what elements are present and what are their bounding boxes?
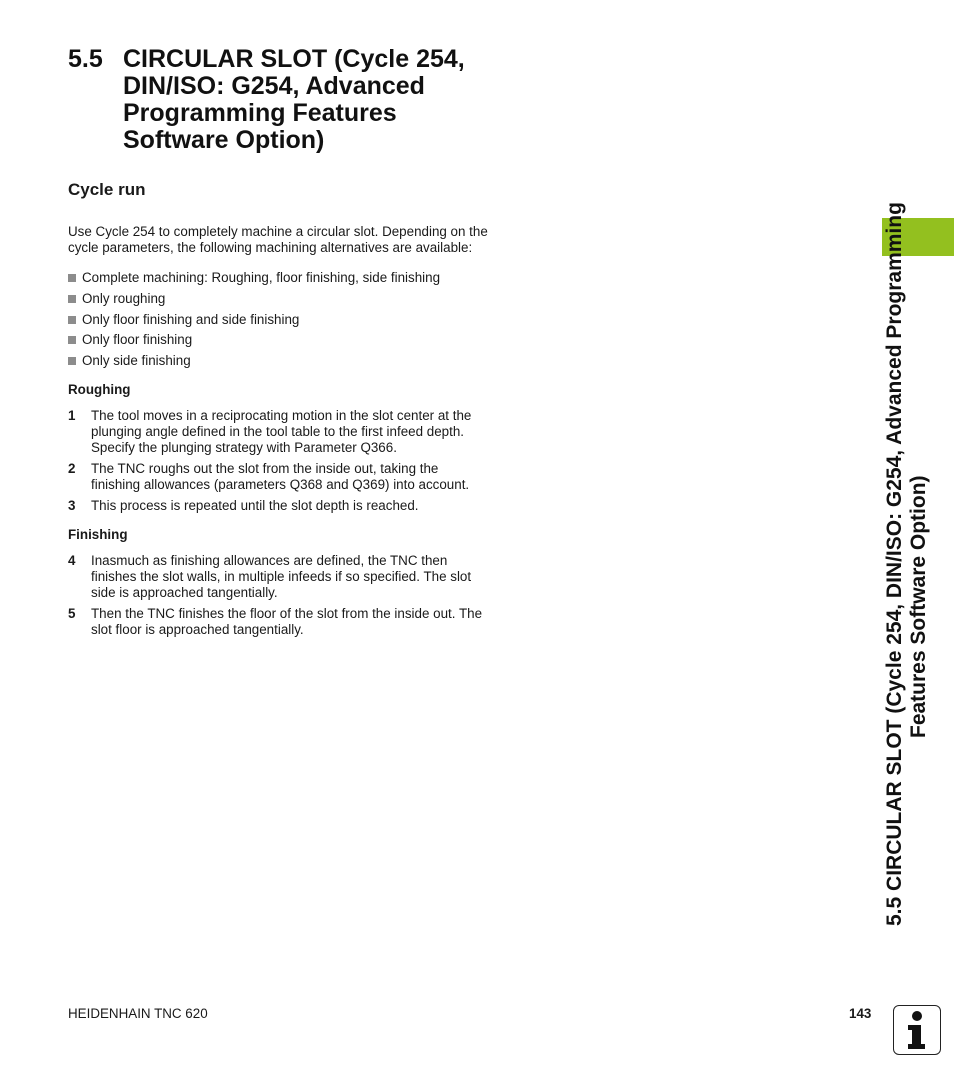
list-item-text: Only side finishing [82, 353, 191, 369]
step-number: 1 [68, 408, 76, 424]
intro-line: cycle parameters, the following machining alternatives are available: [68, 240, 473, 255]
bullet-square-icon [68, 357, 76, 365]
section-title-line: Software Option) [123, 126, 325, 154]
sidebar-running-title [883, 46, 931, 926]
step-number: 3 [68, 498, 76, 514]
step-number: 2 [68, 461, 76, 477]
section-number: 5.5 [68, 45, 103, 73]
section-title-line: DIN/ISO: G254, Advanced [123, 72, 425, 100]
step-item [68, 553, 516, 601]
list-item-text: Only floor finishing [82, 332, 193, 348]
sidebar-title-line: 5.5 CIRCULAR SLOT (Cycle 254, DIN/ISO: G254, Advanced Programming [883, 202, 906, 926]
intro-line: Use Cycle 254 to completely machine a circular slot. Depending on the [68, 224, 488, 239]
info-icon [893, 1005, 941, 1055]
roughing-heading: Roughing [68, 382, 131, 398]
bullet-square-icon [68, 316, 76, 324]
finishing-steps [68, 553, 516, 638]
list-item [68, 312, 516, 328]
list-item [68, 291, 516, 307]
main-column [68, 46, 516, 643]
bullet-square-icon [68, 274, 76, 282]
finishing-heading: Finishing [68, 527, 128, 543]
info-icon-glyph [894, 1006, 939, 1053]
step-line: side is approached tangentially. [91, 585, 278, 601]
step-line: This process is repeated until the slot depth is reached. [91, 498, 419, 514]
section-heading [68, 46, 516, 154]
step-line: finishes the slot walls, in multiple infeeds if so specified. The slot [91, 569, 472, 585]
step-line: plunging angle defined in the tool table to the first infeed depth. [91, 424, 464, 440]
page-number: 143 [849, 1006, 872, 1021]
step-line: The tool moves in a reciprocating motion in the slot center at the [91, 408, 472, 424]
step-line: Then the TNC finishes the floor of the slot from the inside out. The [91, 606, 483, 622]
list-item-text: Only floor finishing and side finishing [82, 311, 300, 327]
bullet-square-icon [68, 295, 76, 303]
list-item-text: Only roughing [82, 290, 166, 306]
list-item [68, 353, 516, 369]
bullet-square-icon [68, 336, 76, 344]
step-item [68, 498, 516, 514]
step-number: 5 [68, 606, 76, 622]
list-item [68, 332, 516, 348]
step-item [68, 408, 516, 456]
step-text [91, 461, 516, 493]
step-text [91, 606, 516, 638]
step-text [91, 553, 516, 601]
section-title-line: CIRCULAR SLOT (Cycle 254, [123, 45, 465, 73]
list-item-text: Complete machining: Roughing, floor finishing, side finishing [82, 270, 441, 285]
step-line: Inasmuch as finishing allowances are defined, the TNC then [91, 553, 448, 569]
alternatives-list [68, 270, 516, 369]
footer-product: HEIDENHAIN TNC 620 [68, 1006, 208, 1021]
step-line: Specify the plunging strategy with Parameter Q366. [91, 440, 397, 456]
step-number: 4 [68, 553, 76, 569]
sidebar-title-line: Features Software Option) [907, 475, 930, 738]
intro-paragraph [68, 224, 516, 256]
step-line: The TNC roughs out the slot from the inside out, taking the [91, 461, 439, 477]
step-line: finishing allowances (parameters Q368 and Q369) into account. [91, 477, 470, 493]
section-title-line: Programming Features [123, 99, 397, 127]
step-item [68, 461, 516, 493]
list-item [68, 270, 516, 286]
step-text [91, 408, 516, 456]
step-line: slot floor is approached tangentially. [91, 622, 304, 638]
step-text [91, 498, 516, 514]
roughing-steps [68, 408, 516, 514]
section-title [123, 46, 516, 154]
cycle-run-heading: Cycle run [68, 180, 146, 199]
step-item [68, 606, 516, 638]
